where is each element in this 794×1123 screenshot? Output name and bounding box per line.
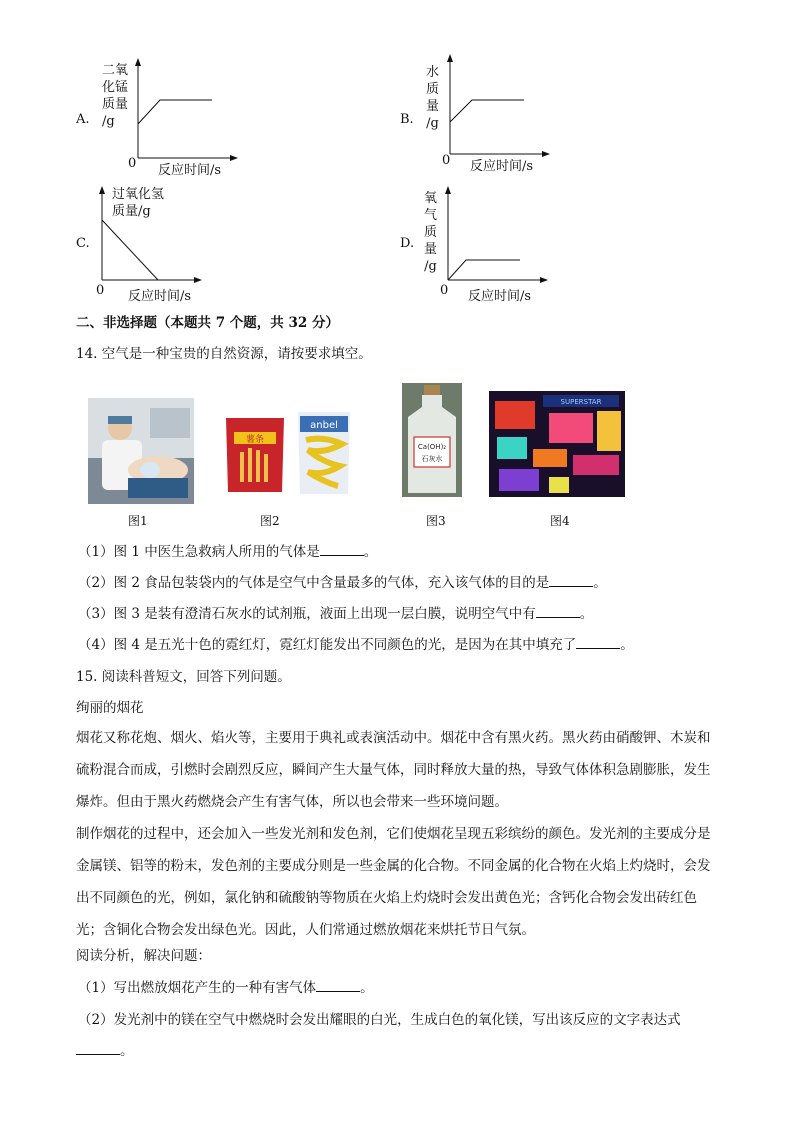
answer-blank[interactable]: [76, 1042, 120, 1055]
origin-label: 0: [442, 153, 451, 168]
y-axis-label: 氧 气 质 量 /g: [424, 191, 438, 274]
option-letter: C.: [76, 236, 90, 251]
q14-part-2: （2）图 2 食品包装袋内的气体是空气中含量最多的气体，充入该气体的目的是 。: [78, 575, 607, 591]
q15-stem: 15. 阅读科普短文，回答下列问题。: [76, 669, 291, 685]
q14-part-1: （1）图 1 中医生急救病人所用的气体是 。: [78, 544, 378, 560]
neon-sign-label: SUPERSTAR: [560, 398, 602, 406]
y-axis-label: 二氧 化锰 质量 /g: [102, 63, 129, 129]
graph-c-plot: [94, 186, 204, 284]
option-letter: A.: [76, 112, 90, 127]
option-letter: B.: [400, 112, 414, 127]
q14-part-3: （3）图 3 是装有澄清石灰水的试剂瓶，液面上出现一层白膜，说明空气中有 。: [78, 606, 594, 622]
section-title: 二、非选择题（本题共 7 个题，共 32 分）: [76, 315, 339, 331]
origin-label: 0: [96, 283, 105, 298]
figure-2-caption: 图2: [260, 514, 280, 528]
bag-1-label: 薯条: [245, 435, 265, 445]
bottle-label-formula: Ca(OH)₂: [417, 443, 447, 451]
graph-b-plot: [442, 54, 552, 158]
x-axis-label: 反应时间/s: [468, 289, 532, 304]
graph-d-plot: [440, 186, 550, 284]
origin-label: 0: [128, 156, 137, 171]
article-paragraph-2: 制作烟花的过程中，还会加入一些发光剂和发色剂，它们使烟花呈现五彩缤纷的颜色。发光剂的主要成分是金属镁、铝等的粉末，发色剂的主要成分则是一些金属的化合物。不同金属的化合物在火焰上灼烧时，会发出不同颜色的光，例如，氯化钠和硫酸钠等物质在火焰上灼烧时会发出黄色光；含钙化合物会发出砖红色光；含铜化合物会发出绿色光。因此，人们常通过燃放烟花来烘托节日气氛。: [76, 826, 711, 938]
answer-blank[interactable]: [576, 636, 620, 649]
analysis-prompt: 阅读分析，解决问题：: [76, 948, 211, 964]
x-axis-label: 反应时间/s: [158, 163, 222, 178]
y-axis-label: 水 质 量 /g: [426, 65, 440, 131]
x-axis-label: 反应时间/s: [128, 289, 192, 304]
figure-3-caption: 图3: [426, 514, 446, 528]
origin-label: 0: [440, 283, 449, 298]
q14-part-4: （4）图 4 是五光十色的霓红灯，霓红灯能发出不同颜色的光，是因为在其中填充了 。: [78, 637, 634, 653]
answer-blank[interactable]: [320, 543, 364, 556]
article-title: 绚丽的烟花: [76, 700, 144, 716]
answer-blank[interactable]: [549, 574, 593, 587]
figure-2-bag-1: [222, 414, 288, 496]
bottle-label-name: 石灰水: [421, 455, 443, 463]
figure-3-image: [402, 383, 462, 497]
q15-part-2-answer: 。: [76, 1042, 134, 1060]
article-paragraph-1: 烟花又称花炮、烟火、焰火等，主要用于典礼或表演活动中。烟花中含有黑火药。黑火药由硝酸钾、木炭和硫粉混合而成，引燃时会剧烈反应，瞬间产生大量气体，同时释放大量的热，导致气体体积急剧膨胀，发生爆炸。但由于黑火药燃烧会产生有害气体，所以也会带来一些环境问题。: [76, 730, 711, 810]
y-axis-label: 过氧化氢 质量/g: [112, 187, 165, 219]
graph-a-plot: [130, 58, 240, 162]
figure-4-caption: 图4: [550, 514, 570, 528]
q15-part-2: （2）发光剂中的镁在空气中燃烧时会发出耀眼的白光，生成白色的氧化镁，写出该反应的文字表达式: [78, 1012, 681, 1028]
figure-1-image: [88, 398, 194, 504]
answer-blank[interactable]: [536, 605, 580, 618]
figure-4-image: [489, 391, 625, 497]
q15-part-1: （1）写出燃放烟花产生的一种有害气体 。: [78, 980, 374, 996]
figure-2-bag-2: [294, 410, 354, 496]
answer-blank[interactable]: [316, 979, 360, 992]
figure-1-caption: 图1: [128, 514, 148, 528]
option-letter: D.: [400, 236, 415, 251]
q14-stem: 14. 空气是一种宝贵的自然资源，请按要求填空。: [76, 346, 372, 362]
x-axis-label: 反应时间/s: [470, 159, 534, 174]
bag-2-label: anbel: [310, 420, 338, 431]
